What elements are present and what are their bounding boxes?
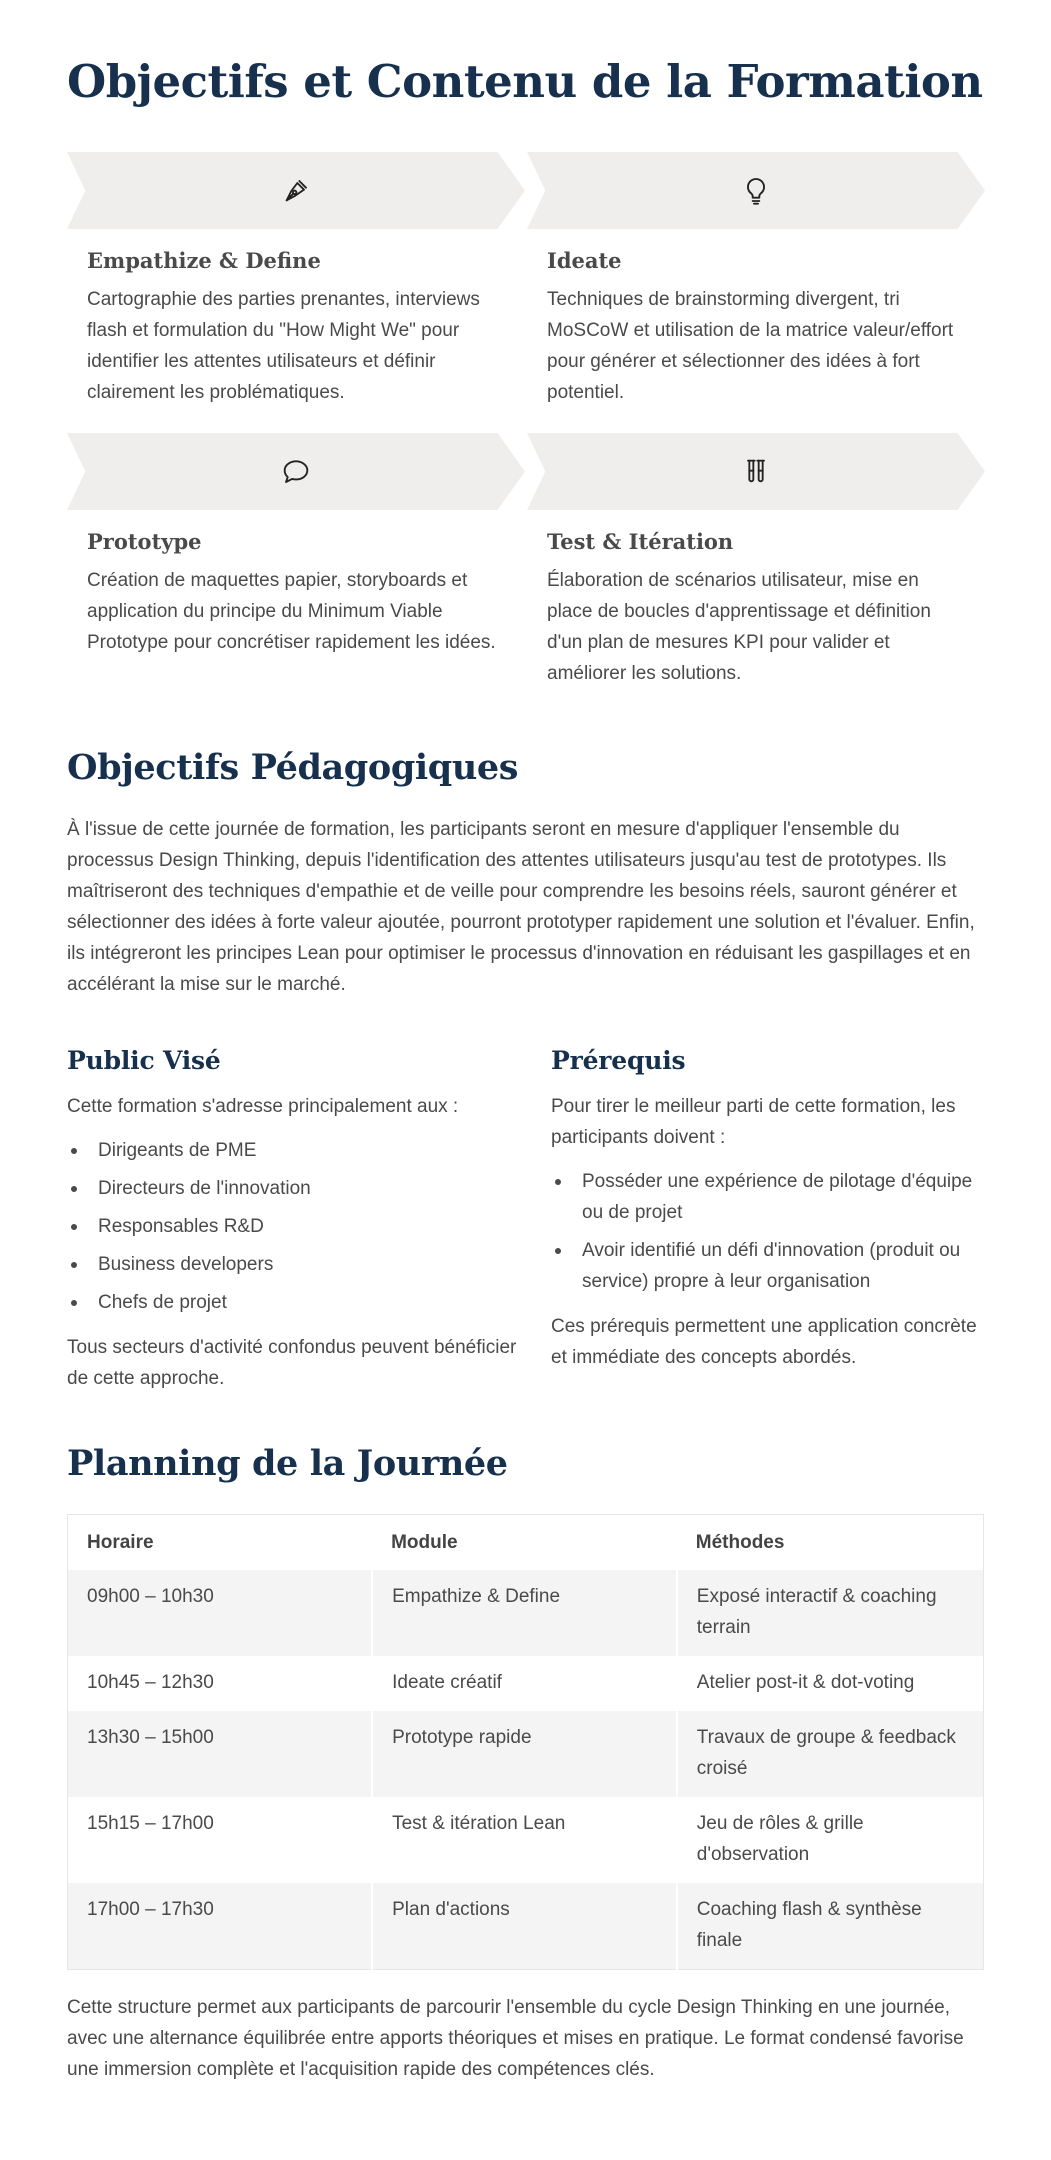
public-heading: Public Visé [67, 1046, 221, 1075]
public-intro: Cette formation s'adresse principalement aux : [67, 1096, 459, 1117]
planning-section [67, 1440, 984, 2085]
list-item: Chefs de projet [67, 1287, 517, 1318]
objectifs-heading: Objectifs Pédagogiques [67, 747, 519, 788]
public-outro: Tous secteurs d'activité confondus peuvent bénéficier de cette approche. [67, 1337, 517, 1389]
prerequis-column [551, 1043, 984, 1394]
step-description: Cartographie des parties prenantes, interviews flash et formulation du "How Might We" pour identifier les attentes utilisateurs et définir clairement les problématiques. [87, 289, 480, 403]
public-column [67, 1043, 517, 1394]
table-cell-horaire: 09h00 – 10h30 [68, 1570, 373, 1656]
table-row [68, 1797, 984, 1883]
objectifs-section [67, 744, 984, 1000]
step-description: Création de maquettes papier, storyboards et application du principe du Minimum Viable Prototype pour concrétiser rapidement les idées. [87, 570, 496, 653]
table-cell-methodes: Atelier post-it & dot-voting [677, 1656, 984, 1711]
prerequis-outro: Ces prérequis permettent une application concrète et immédiate des concepts abordés. [551, 1316, 977, 1368]
table-row [68, 1570, 984, 1656]
table-cell-horaire: 13h30 – 15h00 [68, 1711, 373, 1797]
lightbulb-icon [740, 175, 772, 207]
table-cell-methodes: Travaux de groupe & feedback croisé [677, 1711, 984, 1797]
table-header-row [68, 1515, 984, 1571]
planning-table [67, 1514, 984, 1970]
prerequis-intro: Pour tirer le meilleur parti de cette formation, les participants doivent : [551, 1096, 956, 1148]
planning-heading: Planning de la Journée [67, 1443, 508, 1484]
test-tubes-icon [740, 456, 772, 488]
table-cell-methodes: Exposé interactif & coaching terrain [677, 1570, 984, 1656]
list-item: Dirigeants de PME [67, 1135, 517, 1166]
table-cell-module: Ideate créatif [372, 1656, 677, 1711]
step-card-ideate [527, 152, 985, 433]
table-cell-module: Empathize & Define [372, 1570, 677, 1656]
step-title: Empathize & Define [87, 248, 321, 273]
list-item: Avoir identifié un défi d'innovation (produit ou service) propre à leur organisation [551, 1235, 984, 1297]
list-item: Directeurs de l'innovation [67, 1173, 517, 1204]
table-cell-module: Plan d'actions [372, 1883, 677, 1970]
page-title: Objectifs et Contenu de la Formation [67, 55, 983, 108]
step-chevron [67, 152, 525, 229]
objectifs-text: À l'issue de cette journée de formation, les participants seront en mesure d'appliquer l'ensemble du processus Design Thinking, depuis l'identification des attentes utilisateurs jusqu'au test de prototypes. Ils maîtriseront des techniques d'empathie et de veille pour comprendre les besoins réels, sauront générer et sélectionner des idées à forte valeur ajoutée, pourront prototyper rapidement une solution et l'évaluer. Enfin, ils intégreront les principes Lean pour optimiser le processus d'innovation en réduisant les gaspillages et en accélérant la mise sur le marché. [67, 819, 975, 995]
list-item: Posséder une expérience de pilotage d'équipe ou de projet [551, 1166, 984, 1228]
step-card-prototype [67, 433, 525, 714]
step-card-test [527, 433, 985, 714]
step-chevron [527, 152, 985, 229]
table-cell-module: Prototype rapide [372, 1711, 677, 1797]
table-row [68, 1711, 984, 1797]
prerequis-heading: Prérequis [551, 1046, 686, 1075]
column-header: Horaire [68, 1515, 373, 1571]
list-item: Responsables R&D [67, 1211, 517, 1242]
public-list [67, 1135, 517, 1318]
pen-nib-icon [280, 175, 312, 207]
table-row [68, 1883, 984, 1970]
list-item: Business developers [67, 1249, 517, 1280]
table-cell-horaire: 15h15 – 17h00 [87, 1813, 214, 1834]
step-title: Test & Itération [547, 529, 734, 554]
prerequis-list [551, 1166, 984, 1297]
step-title: Ideate [547, 248, 622, 273]
planning-conclusion: Cette structure permet aux participants de parcourir l'ensemble du cycle Design Thinking en une journée, avec une alternance équilibrée entre apports théoriques et mises en pratique. Le format condensé favorise une immersion complète et l'acquisition rapide des compétences clés. [67, 1997, 964, 2080]
table-cell-module: Test & itération Lean [372, 1797, 677, 1883]
step-card-empathize [67, 152, 525, 433]
step-description: Élaboration de scénarios utilisateur, mise en place de boucles d'apprentissage et définition d'un plan de mesures KPI pour valider et améliorer les solutions. [547, 570, 931, 684]
table-cell-horaire: 17h00 – 17h30 [68, 1883, 373, 1970]
step-chevron [67, 433, 525, 510]
steps-grid [67, 152, 984, 714]
column-header: Module [372, 1515, 677, 1571]
step-chevron [527, 433, 985, 510]
public-prerequis-section [67, 1043, 984, 1394]
step-title: Prototype [87, 529, 202, 554]
table-row [68, 1656, 984, 1711]
step-description: Techniques de brainstorming divergent, tri MoSCoW et utilisation de la matrice valeur/effort pour générer et sélectionner des idées à fort potentiel. [547, 289, 954, 403]
table-cell-horaire: 10h45 – 12h30 [87, 1672, 214, 1693]
column-header: Méthodes [677, 1515, 984, 1571]
table-cell-methodes: Coaching flash & synthèse finale [677, 1883, 984, 1970]
speech-bubble-icon [280, 456, 312, 488]
table-cell-methodes: Jeu de rôles & grille d'observation [677, 1797, 984, 1883]
